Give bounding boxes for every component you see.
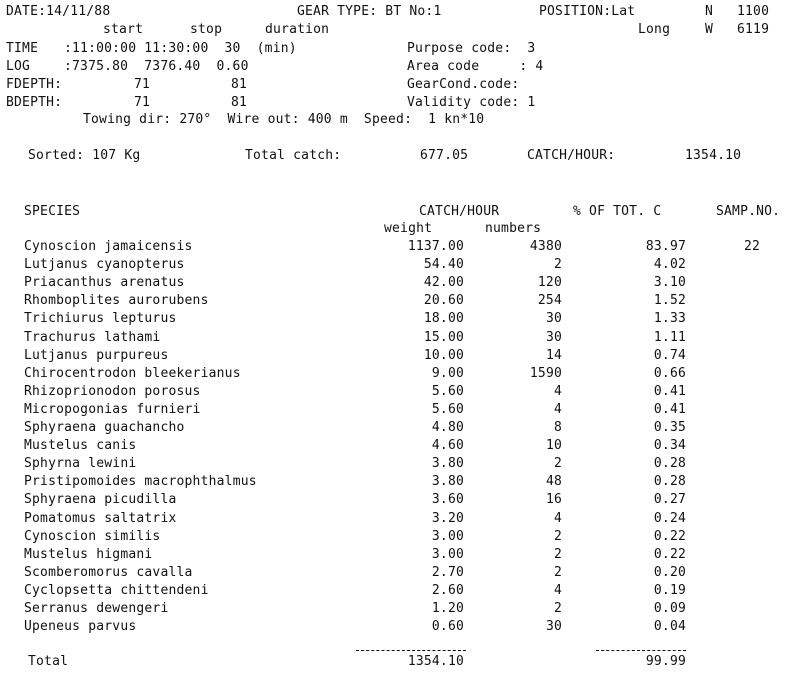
numbers-cell: 8 xyxy=(553,420,562,435)
bdepth-stop: 81 xyxy=(231,95,248,110)
percent-cell: 0.41 xyxy=(653,384,686,399)
sample-cell: 22 xyxy=(743,239,760,254)
percent-cell: 0.74 xyxy=(653,348,686,363)
weight-cell: 42.00 xyxy=(423,275,464,290)
total-catch-label: Total catch: xyxy=(245,148,342,163)
numbers-cell: 2 xyxy=(553,601,562,616)
species-name: Lutjanus purpureus xyxy=(24,348,169,363)
species-name: Trachurus lathami xyxy=(24,330,161,345)
weight-cell: 4.60 xyxy=(431,438,464,453)
numbers-cell: 4 xyxy=(553,511,562,526)
species-name: Micropogonias furnieri xyxy=(24,402,201,417)
percent-cell: 0.19 xyxy=(653,583,686,598)
numbers-cell: 30 xyxy=(545,619,562,634)
long-value: 6119 xyxy=(737,22,770,37)
validity-code: Validity code: 1 xyxy=(407,95,536,110)
weight-cell: 20.60 xyxy=(423,293,464,308)
weight-cell: 4.80 xyxy=(431,420,464,435)
weight-cell: 9.00 xyxy=(431,366,464,381)
bdepth-start: 71 xyxy=(134,95,151,110)
percent-cell: 1.11 xyxy=(653,330,686,345)
weight-cell: 2.60 xyxy=(431,583,464,598)
lat-direction: N xyxy=(705,4,714,19)
total-weight: 1354.10 xyxy=(407,654,464,669)
numbers-cell: 120 xyxy=(537,275,562,290)
area-code: Area code : 4 xyxy=(407,59,544,74)
percent-cell: 0.28 xyxy=(653,474,686,489)
weight-cell: 3.20 xyxy=(431,511,464,526)
weight-total-rule xyxy=(356,650,466,651)
species-name: Priacanthus arenatus xyxy=(24,275,185,290)
weight-cell: 10.00 xyxy=(423,348,464,363)
species-name: Upeneus parvus xyxy=(24,619,137,634)
species-name: Chirocentrodon bleekerianus xyxy=(24,366,241,381)
percent-cell: 0.28 xyxy=(653,456,686,471)
percent-cell: 0.34 xyxy=(653,438,686,453)
numbers-cell: 48 xyxy=(545,474,562,489)
weight-cell: 0.60 xyxy=(431,619,464,634)
weight-cell: 3.80 xyxy=(431,456,464,471)
time-label: TIME xyxy=(6,41,39,56)
weight-cell: 3.80 xyxy=(431,474,464,489)
weight-cell: 1137.00 xyxy=(407,239,464,254)
weight-cell: 5.60 xyxy=(431,402,464,417)
numbers-cell: 30 xyxy=(545,330,562,345)
percent-cell: 0.66 xyxy=(653,366,686,381)
catch-hour-label: CATCH/HOUR: xyxy=(527,148,616,163)
species-name: Serranus dewengeri xyxy=(24,601,169,616)
percent-cell: 1.33 xyxy=(653,311,686,326)
numbers-cell: 1590 xyxy=(529,366,562,381)
percent-cell: 0.04 xyxy=(653,619,686,634)
weight-cell: 3.00 xyxy=(431,547,464,562)
weight-subheader: weight xyxy=(384,221,433,236)
percent-cell: 0.22 xyxy=(653,529,686,544)
weight-cell: 5.60 xyxy=(431,384,464,399)
species-header: SPECIES xyxy=(24,204,81,219)
fdepth-label: FDEPTH: xyxy=(6,77,63,92)
col-duration-label: duration xyxy=(265,22,330,37)
species-name: Sphyrna lewini xyxy=(24,456,137,471)
total-percent: 99.99 xyxy=(645,654,686,669)
numbers-cell: 2 xyxy=(553,257,562,272)
numbers-cell: 4 xyxy=(553,583,562,598)
total-catch-value: 677.05 xyxy=(420,148,469,163)
percent-cell: 0.09 xyxy=(653,601,686,616)
percent-cell: 3.10 xyxy=(653,275,686,290)
weight-cell: 3.60 xyxy=(431,492,464,507)
species-name: Scomberomorus cavalla xyxy=(24,565,193,580)
time-values: :11:00:00 11:30:00 30 (min) xyxy=(64,41,297,56)
weight-cell: 3.00 xyxy=(431,529,464,544)
bdepth-label: BDEPTH: xyxy=(6,95,63,110)
sample-number-header: SAMP.NO. xyxy=(716,204,781,219)
pct-total-header: % OF TOT. C xyxy=(573,204,662,219)
percent-cell: 0.24 xyxy=(653,511,686,526)
numbers-cell: 2 xyxy=(553,456,562,471)
numbers-cell: 16 xyxy=(545,492,562,507)
weight-cell: 18.00 xyxy=(423,311,464,326)
numbers-cell: 10 xyxy=(545,438,562,453)
species-name: Rhomboplites aurorubens xyxy=(24,293,209,308)
total-label: Total xyxy=(28,654,69,669)
date-label: DATE:14/11/88 xyxy=(6,4,111,19)
percent-cell: 4.02 xyxy=(653,257,686,272)
long-direction: W xyxy=(705,22,714,37)
lat-value: 1100 xyxy=(737,4,770,19)
weight-cell: 2.70 xyxy=(431,565,464,580)
species-name: Lutjanus cyanopterus xyxy=(24,257,185,272)
percent-cell: 0.20 xyxy=(653,565,686,580)
purpose-code: Purpose code: 3 xyxy=(407,41,536,56)
species-name: Mustelus canis xyxy=(24,438,137,453)
percent-cell: 0.35 xyxy=(653,420,686,435)
numbers-cell: 4 xyxy=(553,402,562,417)
towing-info: Towing dir: 270° Wire out: 400 m Speed: 1 kn*10 xyxy=(83,112,485,127)
log-values: :7375.80 7376.40 0.60 xyxy=(64,59,249,74)
gearcond-code: GearCond.code: xyxy=(407,77,520,92)
percent-cell: 0.41 xyxy=(653,402,686,417)
numbers-cell: 30 xyxy=(545,311,562,326)
numbers-cell: 254 xyxy=(537,293,562,308)
numbers-cell: 2 xyxy=(553,547,562,562)
percent-cell: 1.52 xyxy=(653,293,686,308)
species-name: Pomatomus saltatrix xyxy=(24,511,177,526)
percent-cell: 0.27 xyxy=(653,492,686,507)
col-stop-label: stop xyxy=(190,22,223,37)
position-label: POSITION:Lat xyxy=(539,4,636,19)
numbers-cell: 2 xyxy=(553,529,562,544)
numbers-cell: 2 xyxy=(553,565,562,580)
numbers-cell: 4 xyxy=(553,384,562,399)
fdepth-stop: 81 xyxy=(231,77,248,92)
weight-cell: 15.00 xyxy=(423,330,464,345)
species-name: Cyclopsetta chittendeni xyxy=(24,583,209,598)
weight-cell: 54.40 xyxy=(423,257,464,272)
species-name: Rhizoprionodon porosus xyxy=(24,384,201,399)
species-name: Sphyraena guachancho xyxy=(24,420,185,435)
percent-cell: 0.22 xyxy=(653,547,686,562)
catch-hour-value: 1354.10 xyxy=(685,148,742,163)
col-start-label: start xyxy=(103,22,144,37)
percent-cell: 83.97 xyxy=(645,239,686,254)
species-name: Mustelus higmani xyxy=(24,547,153,562)
species-name: Cynoscion similis xyxy=(24,529,161,544)
numbers-cell: 14 xyxy=(545,348,562,363)
species-name: Cynoscion jamaicensis xyxy=(24,239,193,254)
pct-total-rule xyxy=(596,650,686,651)
sorted-weight: Sorted: 107 Kg xyxy=(28,148,141,163)
catch-hour-header: CATCH/HOUR xyxy=(419,204,500,219)
log-label: LOG xyxy=(6,59,31,74)
species-name: Pristipomoides macrophthalmus xyxy=(24,474,257,489)
gear-type-label: GEAR TYPE: BT No:1 xyxy=(297,4,442,19)
fdepth-start: 71 xyxy=(134,77,151,92)
species-name: Sphyraena picudilla xyxy=(24,492,177,507)
weight-cell: 1.20 xyxy=(431,601,464,616)
numbers-cell: 4380 xyxy=(529,239,562,254)
species-name: Trichiurus lepturus xyxy=(24,311,177,326)
numbers-subheader: numbers xyxy=(485,221,542,236)
long-label: Long xyxy=(638,22,671,37)
